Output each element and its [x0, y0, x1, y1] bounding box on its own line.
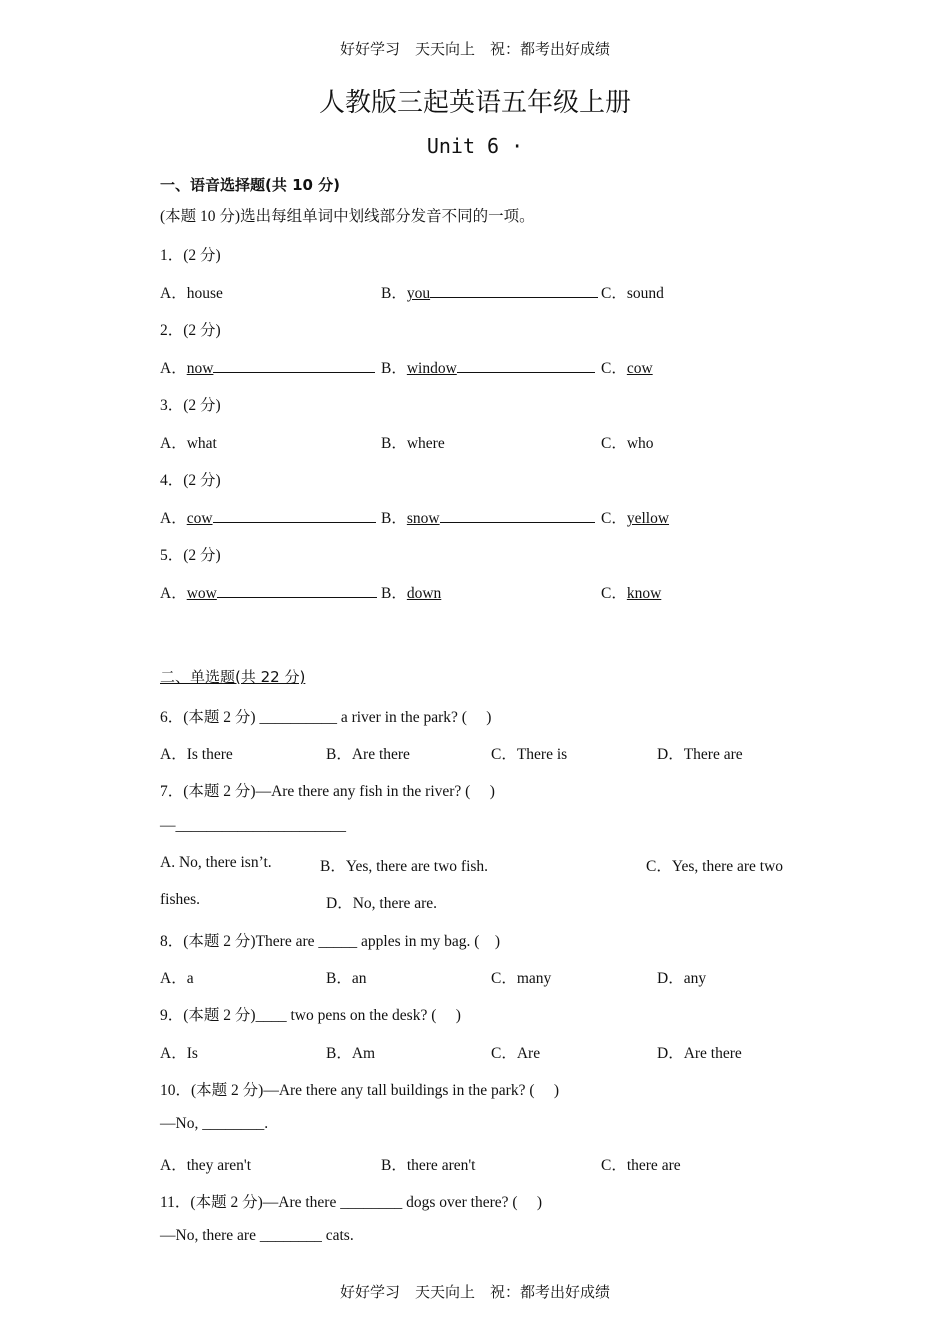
- q10-option-c: C．there are: [601, 1157, 681, 1174]
- q7-option-b: B．Yes, there are two fish.: [320, 858, 489, 875]
- q7-option-d: D．No, there are.: [326, 895, 438, 912]
- q8-option-b: B．an: [326, 970, 367, 987]
- q6-option-d: D．There are: [657, 746, 743, 763]
- q7-option-c: C．Yes, there are two: [646, 858, 784, 875]
- q6-option-b: B．Are there: [326, 746, 410, 763]
- q3-number: 3．(2 分): [160, 397, 221, 414]
- q6-stem: 6．(本题 2 分) __________ a river in the park? ( ): [160, 709, 492, 726]
- q7-option-a: A. No, there isn’t.: [160, 854, 272, 871]
- q8-option-d: D．any: [657, 970, 707, 987]
- q3-option-c: C．who: [601, 435, 654, 452]
- q11-stem: 11．(本题 2 分)—Are there ________ dogs over there? ( ): [160, 1194, 543, 1211]
- q8-stem: 8．(本题 2 分)There are _____ apples in my bag. ( ): [160, 933, 501, 950]
- q1-number: 1．(2 分): [160, 247, 221, 264]
- q9-stem: 9．(本题 2 分)____ two pens on the desk? ( ): [160, 1007, 461, 1024]
- q7-stem: 7．(本题 2 分)—Are there any fish in the river? ( ): [160, 783, 495, 800]
- section2-heading: 二、单选题(共 22 分): [160, 668, 306, 686]
- q1-option-a: A．house: [160, 285, 223, 302]
- q5-option-b: B．down: [381, 585, 442, 602]
- q10-option-a: A．they aren't: [160, 1157, 252, 1174]
- q10-answer-line: —No, ________.: [160, 1115, 269, 1132]
- q10-option-b: B．there aren't: [381, 1157, 476, 1174]
- q4-option-a: A．cow: [160, 506, 376, 528]
- q7-answer-line: —______________________: [160, 817, 346, 834]
- page-title: 人教版三起英语五年级上册: [318, 88, 631, 118]
- q11-answer-line: —No, there are ________ cats.: [160, 1227, 354, 1244]
- q9-option-b: B．Am: [326, 1045, 376, 1062]
- q3-option-a: A．what: [160, 435, 217, 452]
- q5-option-a: A．wow: [160, 581, 377, 603]
- q2-option-b: B．window: [381, 356, 595, 378]
- q3-option-b: B．where: [381, 435, 445, 452]
- page-header: 好好学习 天天向上 祝：都考出好成绩: [339, 40, 610, 58]
- q6-option-a: A．Is there: [160, 746, 233, 763]
- page-subtitle: Unit 6 ·: [426, 134, 524, 158]
- q2-number: 2．(2 分): [160, 322, 221, 339]
- q8-option-a: A．a: [160, 970, 194, 987]
- q5-option-c: C．know: [601, 585, 662, 602]
- q2-option-a: A．now: [160, 356, 375, 378]
- section1-heading: 一、语音选择题(共 10 分): [160, 176, 341, 194]
- q1-option-c: C．sound: [601, 285, 664, 302]
- q9-option-d: D．Are there: [657, 1045, 742, 1062]
- q8-option-c: C．many: [491, 970, 552, 987]
- q10-stem: 10．(本题 2 分)—Are there any tall buildings in the park? ( ): [160, 1082, 560, 1099]
- q1-option-b: B．you: [381, 281, 598, 303]
- q9-option-a: A．Is: [160, 1045, 198, 1062]
- q6-option-c: C．There is: [491, 746, 568, 763]
- q7-option-c-continued: fishes.: [160, 891, 201, 908]
- q5-number: 5．(2 分): [160, 547, 221, 564]
- q9-option-c: C．Are: [491, 1045, 541, 1062]
- section1-instruction: (本题 10 分)选出每组单词中划线部分发音不同的一项。: [160, 208, 535, 225]
- page-footer: 好好学习 天天向上 祝：都考出好成绩: [339, 1283, 610, 1301]
- q4-option-b: B．snow: [381, 506, 595, 528]
- q2-option-c: C．cow: [601, 360, 653, 377]
- q4-number: 4．(2 分): [160, 472, 221, 489]
- q4-option-c: C．yellow: [601, 510, 670, 527]
